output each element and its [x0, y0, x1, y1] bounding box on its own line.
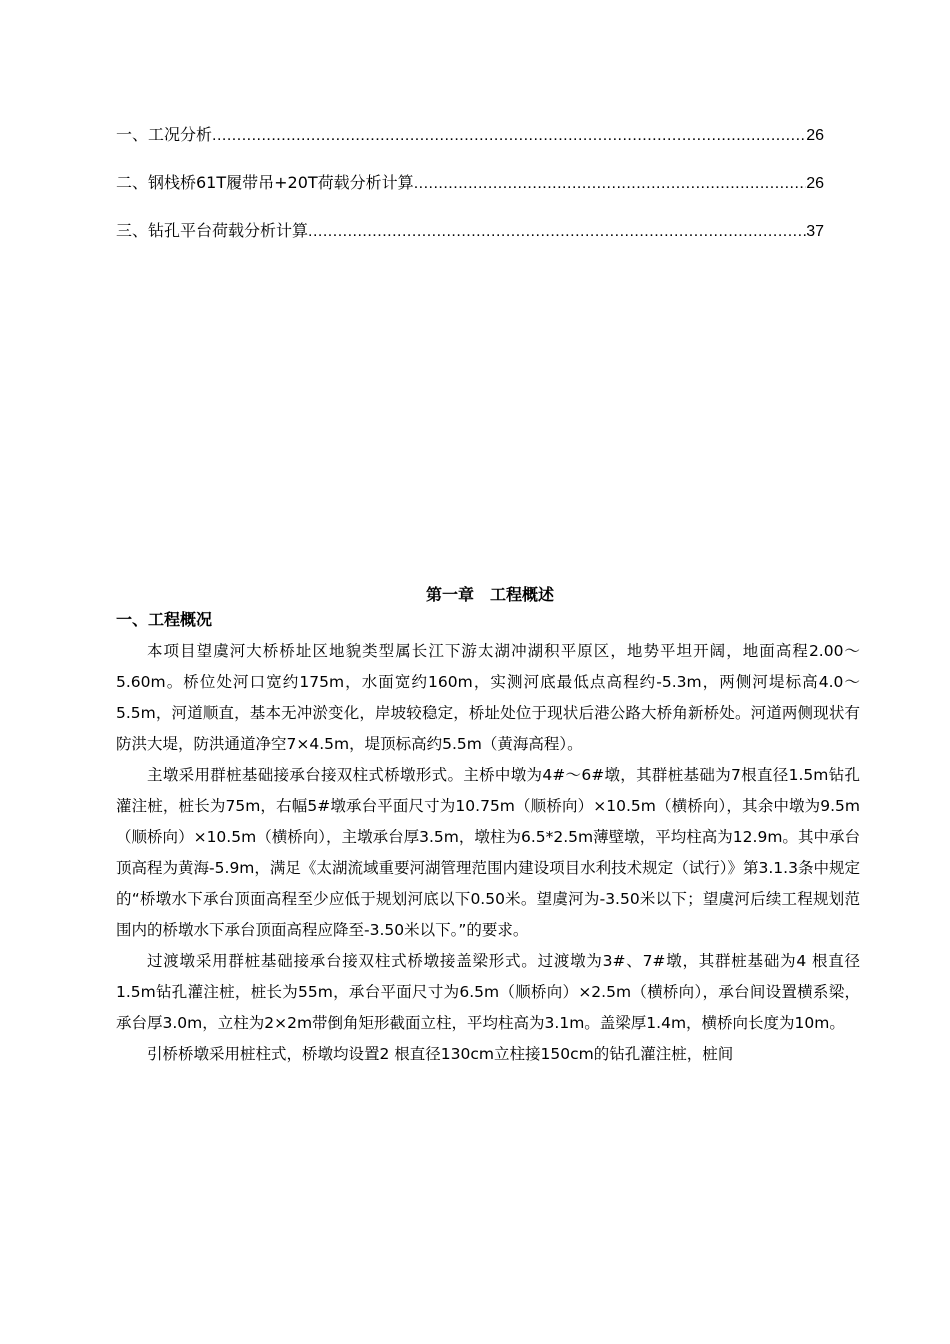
toc-entry-page: 26	[806, 175, 824, 192]
toc-entry[interactable]	[116, 218, 824, 242]
toc-dot-leader	[414, 175, 807, 193]
toc-entry[interactable]	[116, 122, 824, 146]
toc-dot-leader	[308, 223, 806, 241]
toc-entry-page: 37	[806, 223, 824, 240]
chapter-title: 第一章 工程概述	[425, 585, 554, 604]
paragraph: 引桥桥墩采用桩柱式，桥墩均设置2 根直径130cm立柱接150cm的钻孔灌注桩，桩间	[147, 1045, 734, 1063]
body-text	[116, 636, 860, 1070]
table-of-contents	[116, 122, 824, 266]
toc-entry-title: 三、钻孔平台荷载分析计算	[116, 221, 309, 240]
toc-entry-title: 一、工况分析	[116, 125, 213, 144]
section-heading: 一、工程概况	[116, 610, 213, 629]
toc-dot-leader	[212, 127, 806, 145]
paragraph: 过渡墩采用群桩基础接承台接双柱式桥墩接盖梁形式。过渡墩为3#、7#墩，其群桩基础为4 根直径1.5m钻孔灌注桩，桩长为55m，承台平面尺寸为6.5m（顺桥向）×2.5m（横桥向），承台间设置横系梁，承台厚3.0m，立柱为2×2m带倒角矩形截面立柱，平均柱高为3.1m。盖梁厚1.4m，横桥向长度为10m。	[116, 952, 860, 1032]
paragraph: 本项目望虞河大桥桥址区地貌类型属长江下游太湖冲湖积平原区，地势平坦开阔，地面高程2.00～5.60m。桥位处河口宽约175m，水面宽约160m，实测河底最低点高程约-5.3m，两侧河堤标高4.0～5.5m，河道顺直，基本无冲淤变化，岸坡较稳定，桥址处位于现状后港公路大桥角新桥处。河道两侧现状有防洪大堤，防洪通道净空7×4.5m，堤顶标高约5.5m（黄海高程）。	[116, 642, 860, 753]
paragraph: 主墩采用群桩基础接承台接双柱式桥墩形式。主桥中墩为4#～6#墩，其群桩基础为7根直径1.5m钻孔灌注桩，桩长为75m，右幅5#墩承台平面尺寸为10.75m（顺桥向）×10.5m（横桥向），其余中墩为9.5m（顺桥向）×10.5m（横桥向），主墩承台厚3.5m，墩柱为6.5*2.5m薄壁墩，平均柱高为12.9m。其中承台顶高程为黄海-5.9m，满足《太湖流域重要河湖管理范围内建设项目水利技术规定（试行）》第3.1.3条中规定的“桥墩水下承台顶面高程至少应低于规划河底以下0.50米。望虞河为-3.50米以下；望虞河后续工程规划范围内的桥墩水下承台顶面高程应降至-3.50米以下。”的要求。	[116, 766, 860, 939]
toc-entry-title: 二、钢栈桥61T履带吊+20T荷载分析计算	[116, 173, 414, 192]
toc-entry[interactable]	[116, 170, 824, 194]
toc-entry-page: 26	[806, 127, 824, 144]
